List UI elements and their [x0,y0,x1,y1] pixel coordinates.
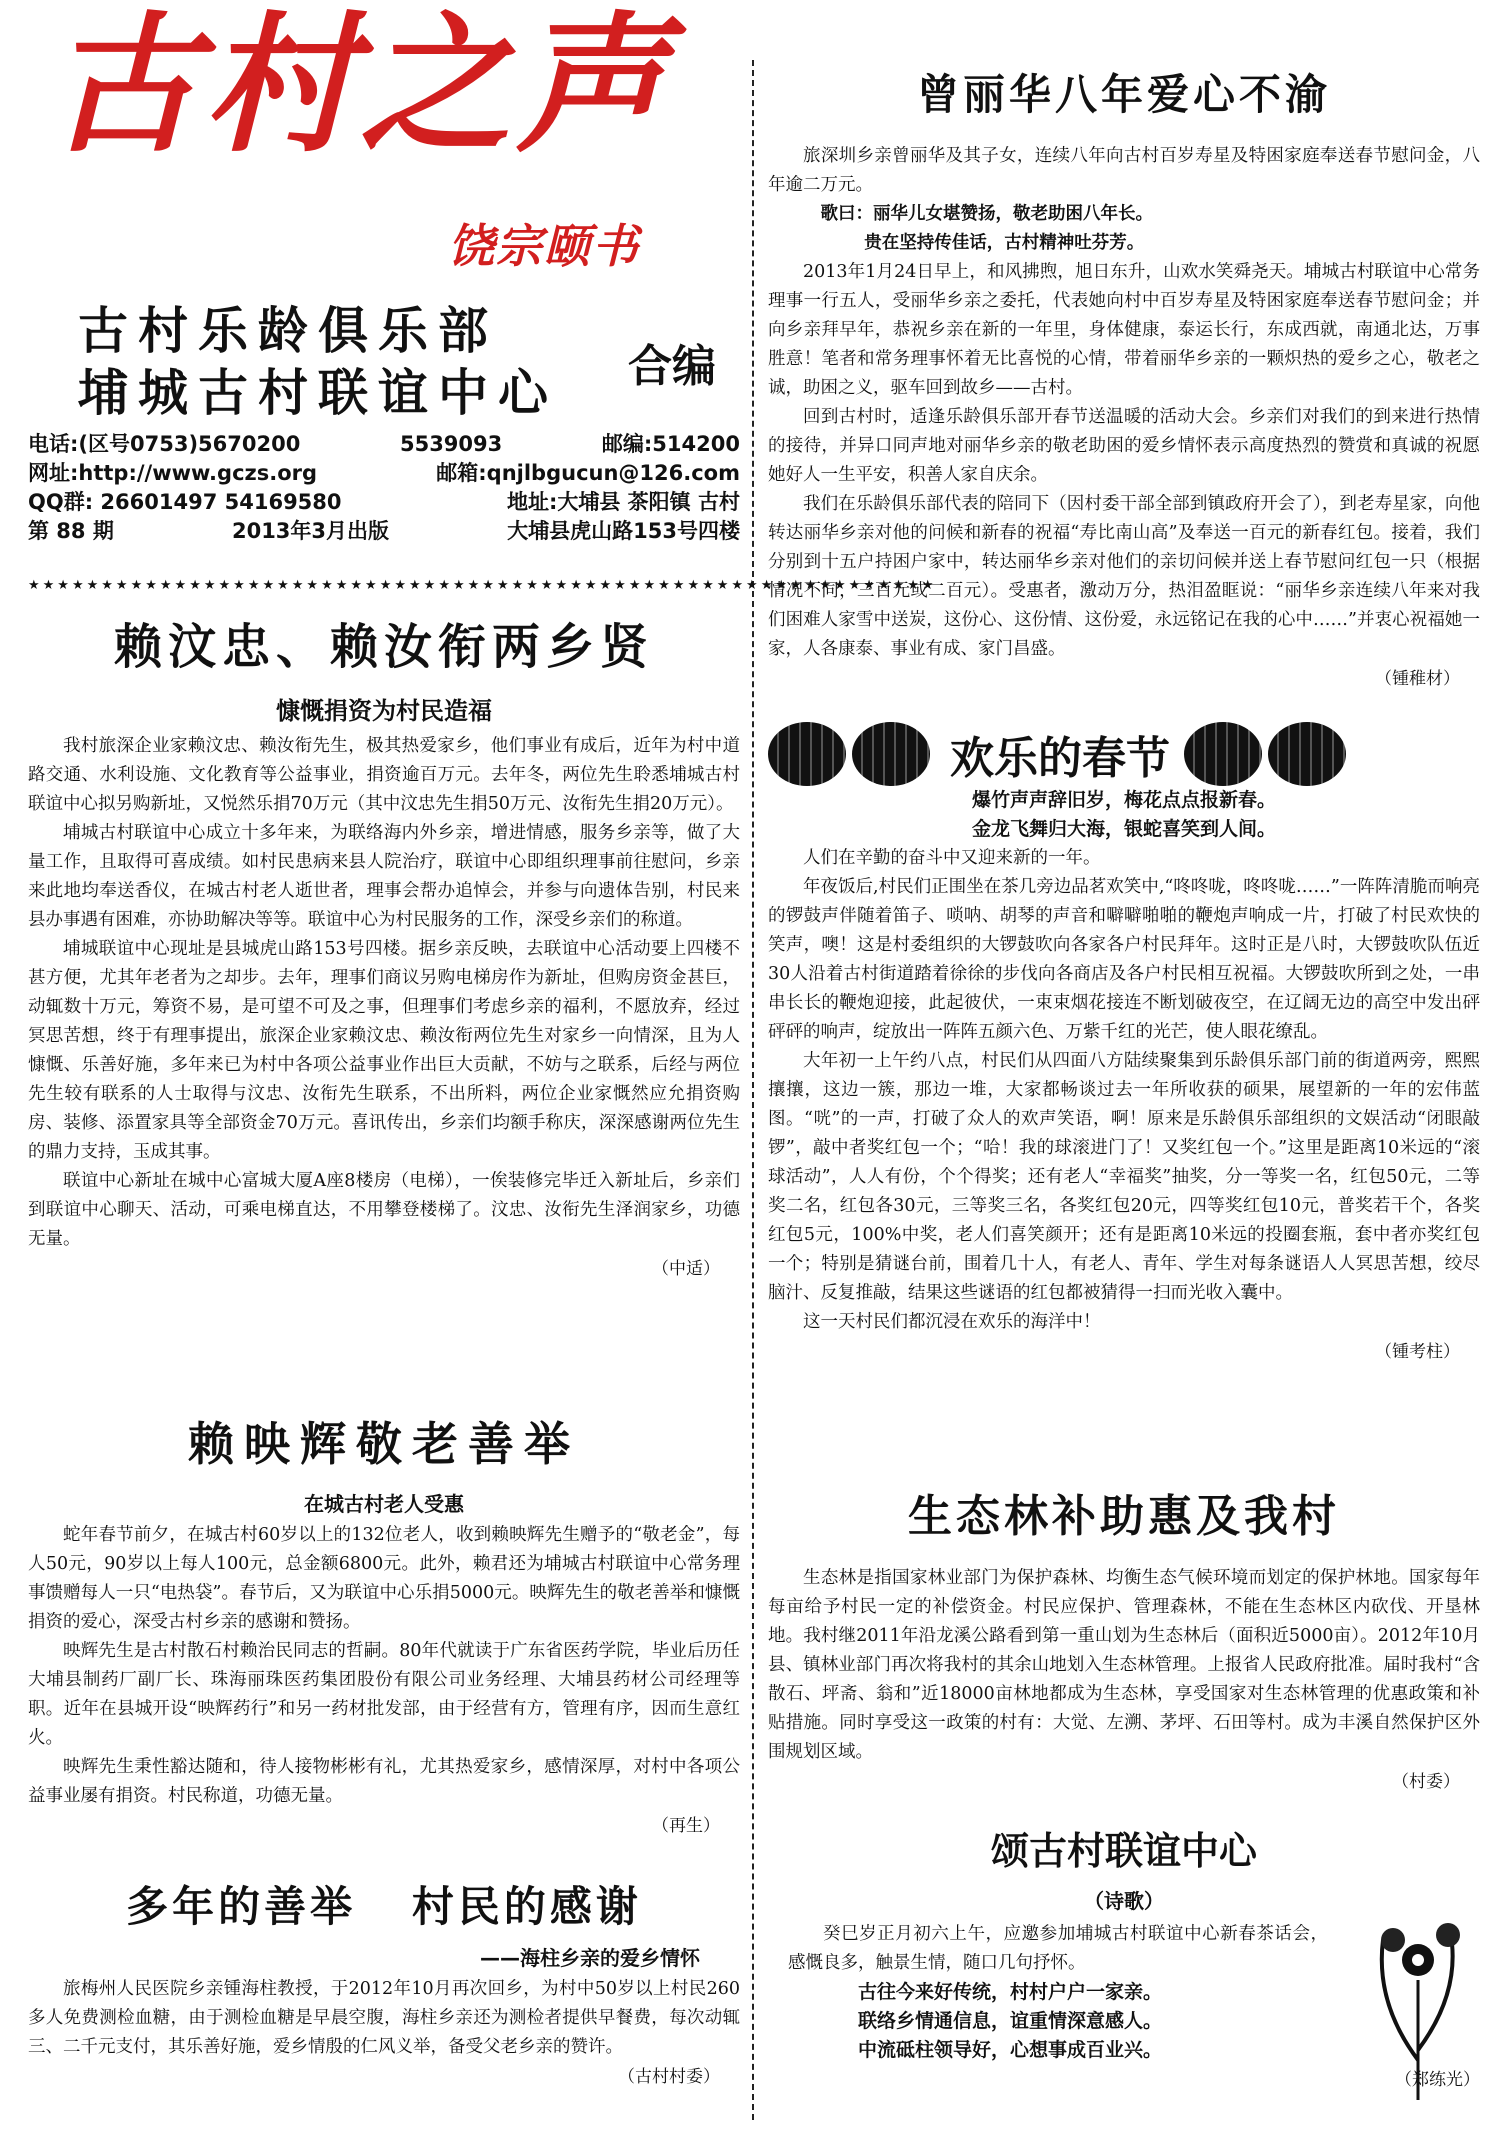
article-signature: （郑练光） [1395,2070,1480,2090]
article-body [28,732,740,1254]
lantern-icon [852,722,930,786]
paragraph: 生态林是指国家林业部门为保护森林、均衡生态气候环境而划定的保护林地。国家每年每亩给予村民一定的补偿资金。村民应保护、管理森林，不能在生态林区内砍伐、开垦林地。我村继2011年沿龙溪公路看到第一重山划为生态林后（面积近5000亩）。2012年10月县、镇林业部门再次将我村的其余山地划入生态林管理。上报省人民政府批准。届时我村“含散石、坪斋、翁和”近18000亩林地都成为生态林，享受国家对生态林管理的优惠政策和补贴措施。同时享受这一政策的村有：大觉、左溯、茅坪、石田等村。成为丰溪自然保护区外围规划区域。 [768,1568,1480,1762]
song-line-2: 贵在坚持传佳话，古村精神吐芬芳。 [864,233,1145,253]
article-title: 颂古村联谊中心 [990,1829,1257,1873]
article-title: 生态林补助惠及我村 [908,1491,1340,1542]
phone: 电话:(区号0753)5670200 [28,432,301,456]
poem-intro [788,1920,1328,1978]
article-title: 赖映辉敬老善举 [188,1417,580,1471]
paragraph: 埔城古村联谊中心成立十多年来，为联络海内外乡亲，增进情感，服务乡亲等，做了大量工作，且取得可喜成绩。如村民患病来县人院治疗，联谊中心即组织理事前往慰问，乡亲来此地均奉送香仪，在城古村老人逝世者，理事会帮办追悼会，并参与向遗体告别，村民来县办事遇有困难，亦协助解决等等。联谊中心为村民服务的工作，深受乡亲们的称道。 [28,823,740,930]
article-title: 赖汶忠、赖汝衔两乡贤 [113,619,654,675]
lantern-icon [768,722,846,786]
article-ecological-forest [768,1480,1480,1792]
paragraph: 旅深圳乡亲曾丽华及其子女，连续八年向古村百岁寿星及特困家庭奉送春节慰问金，八年逾二万元。 [768,146,1480,195]
right-column [768,0,1480,2140]
article-title: 多年的善举 村民的感谢 [126,1882,642,1931]
article-lai-yinghui [28,1408,740,1836]
narcissus-flower-illustration [1358,1900,1478,2100]
org-suffix: 合编 [628,341,716,392]
couplet-line-1: 爆竹声声辞旧岁，梅花点点报新春。 [971,789,1276,811]
left-column [28,0,937,2140]
address: 地址:大埔县 茶阳镇 古村 [506,490,740,514]
poem-line: 中流砥柱领导好，心想事成百业兴。 [858,2039,1163,2061]
contact-info [28,430,740,546]
paragraph: 我们在乐龄俱乐部代表的陪同下（因村委干部全部到镇政府开会了），到老寿星家，向他转达丽华乡亲对他的问候和新春的祝福“寿比南山高”及奉送一百元的新春红包。接着，我们分别到十五户持困户家中，转达丽华乡亲对他们的亲切问候并送上春节慰问红包一只（根据情况不同，三百元或二百元）。受惠者，激动万分，热泪盈眶说：“丽华乡亲连续八年来对我们困难人家雪中送炭，这份心、这份情、这份爱，永远铭记在我的心中……”并衷心祝福她一家，人各康泰、事业有成、家门昌盛。 [768,494,1480,659]
paragraph: 映辉先生是古村散石村赖治民同志的哲嗣。80年代就读于广东省医药学院，毕业后历任大埔县制药厂副厂长、珠海丽珠医药集团股份有限公司业务经理、大埔县药材公司经理等职。近年在县城开设“映辉药行”和另一药材批发部，由于经营有方，管理有序，因而生意红火。 [28,1641,740,1748]
article-title: 曾丽华八年爱心不渝 [916,70,1331,119]
org-line-1: 古村乐龄俱乐部 [78,302,498,360]
article-signature: （古村村委） [618,2067,720,2087]
organization-names [78,300,558,424]
lantern-header [768,722,1480,786]
article-body [28,1975,740,2062]
couplet-line-2: 金龙飞舞归大海，银蛇喜笑到人间。 [971,818,1276,840]
paragraph: 映辉先生秉性豁达随和，待人接物彬彬有礼，尤其热爱家乡，感情深厚，对村中各项公益事业屡有捐资。村民称道，功德无量。 [28,1757,740,1806]
email[interactable]: 邮箱:qnjlbgucun@126.com [436,461,740,485]
lantern-icon [1184,722,1262,786]
qq-group: QQ群: 26601497 54169580 [28,490,342,514]
article-signature: （中适） [652,1259,720,1279]
masthead-title: 古村之声 [48,0,673,173]
website[interactable]: 网址:http://www.gczs.org [28,461,318,485]
article-spring-festival [768,722,1480,1362]
issue-number: 第 88 期 [28,519,114,543]
article-lai-wenzhong [28,608,740,1279]
paragraph: 大年初一上午约八点，村民们从四面八方陆续聚集到乐龄俱乐部门前的街道两旁，熙熙攘攘，这边一簇，那边一堆，大家都畅谈过去一年所收获的硕果，展望新的一年的宏伟蓝图。“咣”的一声，打破了众人的欢声笑语，啊！原来是乐龄俱乐部组织的文娱活动“闭眼敲锣”，敲中者奖红包一个；“哈！我的球滚进门了！又奖红包一个。”这里是距离10米远的“滚球活动”，人人有份，个个得奖；还有老人“幸福奖”抽奖，分一等奖一名，红包50元，二等奖二名，红包各30元，三等奖三名，各奖红包20元，四等奖红包10元，普奖若干个，各奖红包5元，100%中奖，老人们喜笑颜开；还有是距离10米远的投圈套瓶，套中者亦奖红包一个；特别是猜谜台前，围着几十人，有老人、青年、学生对每条谜语人人冥思苦想，绞尽脑汁、反复推敲，结果这些谜语的红包都被猜得一扫而光收入囊中。 [768,1051,1480,1303]
poem-line: 古往今来好传统，村村户户一家亲。 [858,1981,1163,2003]
article-title: 欢乐的春节 [950,733,1170,784]
poem-line: 联络乡情通信息，谊重情深意感人。 [858,2010,1163,2032]
article-subtitle: （诗歌） [1084,1889,1164,1913]
article-zhong-haizhu [28,1874,740,2087]
article-body [768,1564,1480,1767]
article-signature: （锺考柱） [1375,1342,1460,1362]
article-subtitle: ——海柱乡亲的爱乡情怀 [480,1946,700,1970]
article-poem-guandongzhongxin [768,1820,1480,2090]
article-subtitle: 在城古村老人受惠 [304,1492,464,1516]
paragraph: 回到古村时，适逢乐龄俱乐部开春节送温暖的活动大会。乡亲们对我们的到来进行热情的接待，并异口同声地对丽华乡亲的敬老助困的爱乡情怀表示高度热烈的赞赏和真诚的祝愿她好人一生平安，积善人家自庆余。 [768,407,1480,485]
song-line-1: 歌曰：丽华儿女堪赞扬，敬老助困八年长。 [820,204,1153,224]
publish-date: 2013年3月出版 [231,519,390,543]
article-body [28,1521,740,1811]
article-subtitle: 慷慨捐资为村民造福 [276,697,492,725]
phone-2: 5539093 [399,432,503,456]
article-body [768,142,1480,664]
column-divider [752,60,754,2120]
paragraph: 我村旅深企业家赖汶忠、赖汝衔先生，极其热爱家乡，他们事业有成后，近年为村中道路交通、水利设施、文化教育等公益事业，捐资逾百万元。去年冬，两位先生聆悉埔城古村联谊中心拟另购新址，又悦然乐捐70万元（其中汶忠先生捐50万元、汝衔先生捐20万元）。 [28,736,740,814]
star-divider: ★★★★★★★★★★★★★★★★★★★★★★★★★★★★★★★★★★★★★★★★★★★★★★★★★★★★★★★★★★★★★★ [28,578,937,593]
article-signature: （再生） [652,1816,720,1836]
paragraph: 旅梅州人民医院乡亲锺海柱教授，于2012年10月再次回乡，为村中50岁以上村民260多人免费测检血糖，由于测检血糖是早晨空腹，海柱乡亲还为测检者提供早餐费，每次动辄三、二千元支付，其乐善好施，爱乡情殷的仁风义举，备受父老乡亲的赞许。 [28,1979,740,2057]
paragraph: 癸巳岁正月初六上午，应邀参加埔城古村联谊中心新春茶话会，感慨良多，触景生情，随口几句抒怀。 [788,1924,1328,1973]
paragraph: 蛇年春节前夕，在城古村60岁以上的132位老人，收到赖映辉先生赠予的“敬老金”，每人50元，90岁以上每人100元，总金额6800元。此外，赖君还为埔城古村联谊中心常务理事馈赠每人一只“电热袋”。春节后，又为联谊中心乐捐5000元。映辉先生的敬老善举和慷慨捐资的爱心，深受古村乡亲的感谢和赞扬。 [28,1525,740,1632]
paragraph: 埔城联谊中心现址是县城虎山路153号四楼。据乡亲反映，去联谊中心活动要上四楼不甚方便，尤其年老者为之却步。去年，理事们商议另购电梯房作为新址，但购房资金甚巨，动辄数十万元，筹资不易，是可望不可及之事，但理事们考虑乡亲的福利，不愿放弃，经过冥思苦想，终于有理事提出，旅深企业家赖汶忠、赖汝衔两位先生对家乡一向情深，且为人慷慨、乐善好施，多年来已为村中各项公益事业作出巨大贡献，不妨与之联系，后经与两位先生较有联系的人士取得与汶忠、汝衔先生联系，不出所料，两位企业家慨然应允捐资购房、装修、添置家具等全部资金70万元。喜讯传出，乡亲们均额手称庆，深深感谢两位先生的鼎力支持，玉成其事。 [28,939,740,1162]
paragraph: 2013年1月24日早上，和风拂煦，旭日东升，山欢水笑舜尧天。埔城古村联谊中心常务理事一行五人，受丽华乡亲之委托，代表她向村中百岁寿星及特困家庭奉送春节慰问金；并向乡亲拜早年，恭祝乡亲在新的一年里，身体健康，泰运长行，东成西就，南通北达，万事胜意！笔者和常务理事怀着无比喜悦的心情，带着丽华乡亲的一颗炽热的爱乡之心，敬老之诚，助困之义，驱车回到故乡——古村。 [768,262,1480,398]
article-zeng-lihua [768,62,1480,689]
org-line-2: 埔城古村联谊中心 [78,364,558,422]
paragraph: 这一天村民们都沉浸在欢乐的海洋中！ [803,1312,1101,1332]
paragraph: 人们在辛勤的奋斗中又迎来新的一年。 [803,848,1101,868]
article-signature: （村委） [1392,1772,1460,1792]
postcode: 邮编:514200 [601,432,740,456]
lantern-icon [1268,722,1346,786]
masthead-signature: 饶宗颐书 [448,219,640,273]
couplet [768,786,1480,844]
article-body [768,844,1480,1337]
article-signature: （锺稚材） [1375,669,1460,689]
paragraph: 联谊中心新址在城中心富城大厦A座8楼房（电梯），一俟装修完毕迁入新址后，乡亲们到联谊中心聊天、活动，可乘电梯直达，不用攀登楼梯了。汶忠、汝衔先生泽润家乡，功德无量。 [28,1171,740,1249]
paragraph: 年夜饭后,村民们正围坐在茶几旁边品茗欢笑中,“咚咚咙，咚咚咙……”一阵阵清脆而响亮的锣鼓声伴随着笛子、唢呐、胡琴的声音和噼噼啪啪的鞭炮声响成一片，打破了村民欢快的笑声，噢！这是村委组织的大锣鼓吹向各家各户村民拜年。这时正是八时，大锣鼓吹队伍近30人沿着古村街道踏着徐徐的步伐向各商店及各户村民相互祝福。大锣鼓吹所到之处，一串串长长的鞭炮迎接，此起彼伏，一束束烟花接连不断划破夜空，在辽阔无边的高空中发出砰砰砰的响声，绽放出一阵阵五颜六色、万紫千红的光芒，使人眼花缭乱。 [768,877,1480,1042]
address-2: 大埔县虎山路153号四楼 [507,519,740,543]
